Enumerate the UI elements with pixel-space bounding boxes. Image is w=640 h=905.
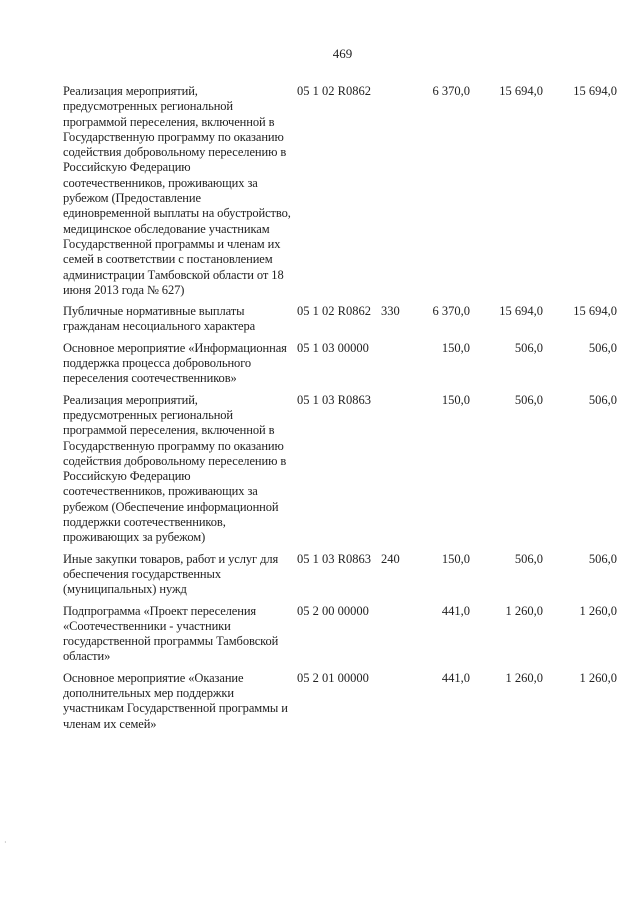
row-target-code: 05 1 02 R0862	[297, 84, 371, 98]
row-target-code: 05 2 01 00000	[297, 670, 369, 685]
row-amount-year-2: 15 694,0	[499, 304, 543, 319]
row-description: Иные закупки товаров, работ и услуг для обеспечения государственных (муниципальных) нужд	[63, 551, 279, 597]
scan-margin-mark: ·	[4, 838, 7, 847]
table-row	[0, 341, 640, 387]
row-description: Основное мероприятие «Информационная поддержка процесса добровольного переселения соотечественников»	[63, 340, 287, 386]
row-amount-year-2: 506,0	[514, 340, 543, 355]
row-amount-year-2: 506,0	[514, 392, 543, 407]
row-amount-year-3: 15 694,0	[573, 84, 617, 98]
row-description: Реализация мероприятий, предусмотренных региональной программой переселения, включенной в Государственную программу по оказанию содействия добровольному переселению в Российскую Федерацию соотечественников, проживающих за рубежом (Предоставление единовременной выплаты на обустройство, медицинское обследование участникам Государственной программы и членам их семей в соответствии с постановлением администрации Тамбовской области от 18 июня 2013 года № 627)	[63, 84, 291, 297]
row-amount-year-1: 150,0	[441, 551, 470, 566]
row-description: Подпрограмма «Проект переселения «Соотечественники - участники государственной программы Тамбовской области»	[63, 603, 279, 664]
row-amount-year-3: 506,0	[588, 392, 617, 407]
table-row	[0, 604, 640, 665]
row-amount-year-1: 150,0	[441, 340, 470, 355]
row-target-code: 05 1 02 R0862	[297, 304, 371, 319]
table-row	[0, 304, 640, 335]
row-description: Реализация мероприятий, предусмотренных региональной программой переселения, включенной в Государственную программу по оказанию содействия добровольному переселению в Российскую Федерацию соотечественников, проживающих за рубежом (Обеспечение информационной поддержки соотечественников, проживающих за рубежом)	[63, 392, 287, 545]
row-target-code: 05 1 03 R0863	[297, 551, 371, 566]
row-expense-type: 240	[381, 551, 400, 566]
row-amount-year-3: 506,0	[588, 340, 617, 355]
row-description: Основное мероприятие «Оказание дополнительных мер поддержки участникам Государственной программы и членам их семей»	[63, 670, 288, 731]
row-amount-year-2: 1 260,0	[505, 603, 543, 618]
row-expense-type: 330	[381, 304, 400, 319]
row-amount-year-3: 15 694,0	[573, 304, 617, 319]
row-amount-year-3: 1 260,0	[579, 670, 617, 685]
table-row	[0, 393, 640, 546]
page-number: 469	[332, 46, 353, 61]
row-amount-year-1: 441,0	[441, 603, 470, 618]
row-description: Публичные нормативные выплаты гражданам несоциального характера	[63, 304, 256, 334]
row-amount-year-3: 1 260,0	[579, 603, 617, 618]
row-amount-year-2: 1 260,0	[505, 670, 543, 685]
row-amount-year-1: 6 370,0	[432, 304, 470, 319]
row-amount-year-1: 441,0	[441, 670, 470, 685]
table-row	[0, 552, 640, 598]
row-amount-year-2: 15 694,0	[499, 84, 543, 98]
row-target-code: 05 2 00 00000	[297, 603, 369, 618]
row-amount-year-3: 506,0	[588, 551, 617, 566]
table-row	[0, 84, 640, 298]
row-amount-year-1: 150,0	[441, 392, 470, 407]
row-target-code: 05 1 03 00000	[297, 340, 369, 355]
table-row	[0, 671, 640, 732]
row-amount-year-1: 6 370,0	[432, 84, 470, 98]
row-amount-year-2: 506,0	[514, 551, 543, 566]
row-target-code: 05 1 03 R0863	[297, 392, 371, 407]
budget-table	[0, 84, 640, 732]
